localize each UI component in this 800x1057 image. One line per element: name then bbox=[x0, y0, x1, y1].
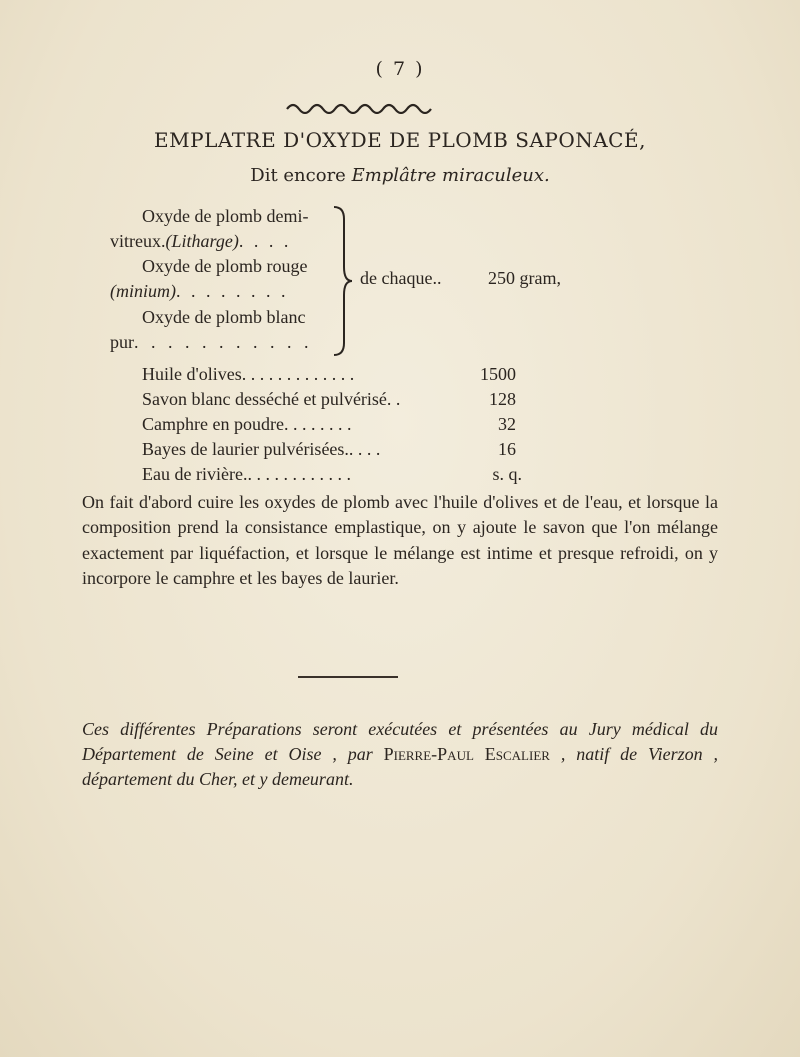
ingredient-name: Bayes de laurier pulvérisées.. . . . bbox=[142, 439, 381, 459]
ornament-divider bbox=[285, 100, 435, 114]
ingredient-line: pur. . . . . . . . . . . bbox=[110, 332, 313, 352]
ingredient-amount: s. q. bbox=[492, 464, 522, 484]
recipe-title: EMPLATRE D'OXYDE DE PLOMB SAPONACÉ, bbox=[154, 128, 646, 152]
ingredient-line: (minium). . . . . . . . bbox=[110, 281, 289, 301]
divider-rule bbox=[298, 676, 398, 678]
footer-text-part1: Ces différentes Préparations seront exécutées et présentées au Jury médical du Département de Seine et Oise , par bbox=[82, 719, 718, 765]
page-number: ( 7 ) bbox=[375, 58, 425, 80]
ingredient-name: Eau de rivière.. . . . . . . . . . . . bbox=[142, 464, 351, 484]
ingredient-amount: 32 bbox=[498, 414, 516, 434]
author-name: Pierre-Paul Escalier bbox=[383, 744, 550, 765]
recipe-subtitle bbox=[0, 165, 800, 186]
ingredient-name: Camphre en poudre. . . . . . . . bbox=[142, 414, 352, 434]
ingredient-amount: 16 bbox=[498, 439, 516, 459]
ingredient-amount: 1500 bbox=[480, 364, 516, 384]
braced-quantity-label: de chaque.. bbox=[360, 268, 442, 288]
brace-symbol bbox=[330, 205, 354, 357]
subtitle-italic: Emplâtre miraculeux. bbox=[351, 165, 550, 186]
subtitle-prefix: Dit encore bbox=[250, 165, 346, 186]
footer-note bbox=[82, 717, 718, 793]
preparation-paragraph: On fait d'abord cuire les oxydes de plomb avec l'huile d'olives et de l'eau, et lorsque la composition prend la consistance emplastique, on y ajoute le savon que l'on mélange exactement par liquéfaction, et lorsque le mélange est intime et presque refroidi, on y incorpore le camphre et les bayes de laurier. bbox=[82, 492, 718, 589]
ingredient-line: vitreux.(Litharge). . . . bbox=[110, 231, 292, 251]
ingredient-line: Oxyde de plomb demi- bbox=[142, 206, 309, 226]
ingredient-line: Oxyde de plomb rouge bbox=[142, 256, 308, 276]
ingredient-name: Savon blanc desséché et pulvérisé. . bbox=[142, 389, 401, 409]
footer-text-part2: , natif de Vierzon , département du Cher, et y demeurant. bbox=[82, 744, 719, 790]
ingredient-amount: 128 bbox=[489, 389, 516, 409]
braced-quantity-amount: 250 gram, bbox=[488, 268, 561, 288]
ingredient-name: Huile d'olives. . . . . . . . . . . . . bbox=[142, 364, 355, 384]
ingredient-line: Oxyde de plomb blanc bbox=[142, 307, 306, 327]
